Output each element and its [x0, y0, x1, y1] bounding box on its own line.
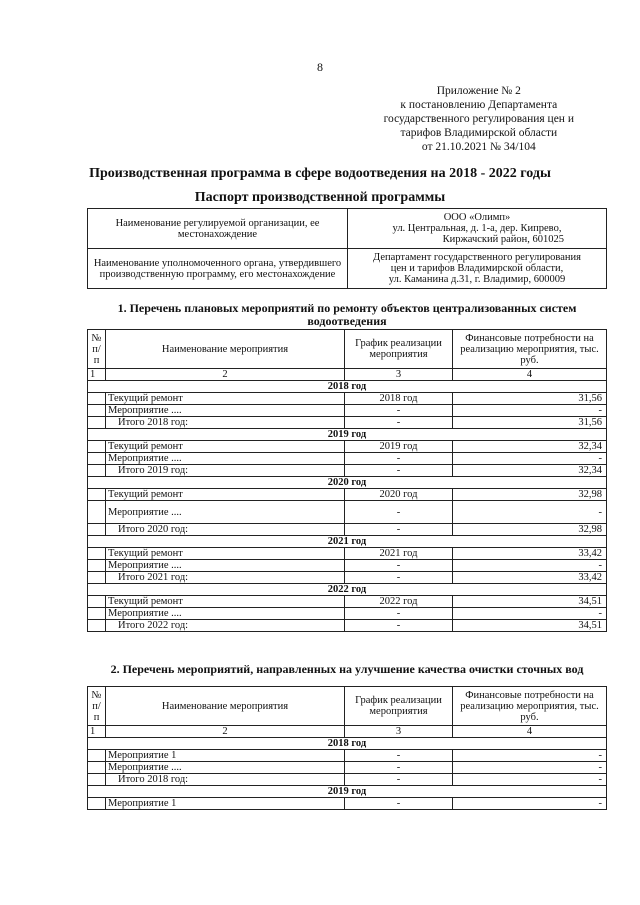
row-name-cell: Итого 2020 год: — [106, 524, 345, 536]
row-name-cell: Текущий ремонт — [106, 596, 345, 608]
passport-value — [348, 249, 607, 289]
row-schedule-cell: 2018 год — [345, 393, 453, 405]
row-finance-cell: 31,56 — [453, 417, 607, 429]
table-row — [88, 465, 607, 477]
row-num-cell — [88, 453, 106, 465]
passport-value-line: Киржачский район, 601025 — [442, 234, 564, 245]
table-row — [88, 501, 607, 524]
row-schedule-cell: - — [345, 620, 453, 632]
section2-title: 2. Перечень мероприятий, направленных на улучшение качества очистки сточных вод — [110, 662, 584, 676]
header-num: № п/п — [88, 687, 106, 726]
appendix-line: к постановлению Департамента — [400, 99, 558, 111]
section2-table — [87, 686, 607, 810]
row-name-cell: Итого 2019 год: — [106, 465, 345, 477]
passport-value-line: ул. Центральная, д. 1-а, дер. Кипрево, — [392, 223, 562, 234]
row-schedule-cell: 2020 год — [345, 489, 453, 501]
row-name-cell: Итого 2018 год: — [106, 417, 345, 429]
page-number: 8 — [317, 60, 323, 74]
row-name-cell: Итого 2022 год: — [106, 620, 345, 632]
passport-table — [87, 208, 607, 289]
row-name-cell: Текущий ремонт — [106, 393, 345, 405]
row-name-cell: Мероприятие .... — [106, 608, 345, 620]
row-schedule-cell: - — [345, 774, 453, 786]
year-label: 2019 год — [88, 786, 607, 798]
row-finance-cell: 34,51 — [453, 596, 607, 608]
year-label: 2018 год — [88, 381, 607, 393]
year-label: 2020 год — [88, 477, 607, 489]
header-finance: Финансовые потребности на реализацию мероприятия, тыс. руб. — [453, 330, 607, 369]
table-row — [88, 798, 607, 810]
year-label: 2018 год — [88, 738, 607, 750]
passport-row — [88, 249, 607, 289]
row-num-cell — [88, 774, 106, 786]
row-name-cell: Итого 2021 год: — [106, 572, 345, 584]
row-finance-cell: - — [453, 560, 607, 572]
row-finance-cell: 32,34 — [453, 465, 607, 477]
col-number: 2 — [106, 726, 345, 738]
table-row — [88, 774, 607, 786]
year-row — [88, 738, 607, 750]
year-row — [88, 429, 607, 441]
year-row — [88, 536, 607, 548]
year-row — [88, 584, 607, 596]
row-schedule-cell: 2019 год — [345, 441, 453, 453]
col-number: 4 — [453, 726, 607, 738]
row-name-cell: Итого 2018 год: — [106, 774, 345, 786]
column-number-row — [88, 369, 607, 381]
table-row — [88, 620, 607, 632]
row-num-cell — [88, 524, 106, 536]
row-num-cell — [88, 417, 106, 429]
row-schedule-cell: - — [345, 798, 453, 810]
year-row — [88, 381, 607, 393]
row-schedule-cell: - — [345, 524, 453, 536]
passport-value-line: цен и тарифов Владимирской области, — [390, 263, 564, 274]
appendix-block — [384, 84, 574, 154]
row-num-cell — [88, 465, 106, 477]
row-num-cell — [88, 489, 106, 501]
col-number: 2 — [106, 369, 345, 381]
row-schedule-cell: - — [345, 608, 453, 620]
row-finance-cell: - — [453, 405, 607, 417]
table-row — [88, 762, 607, 774]
row-schedule-cell: - — [345, 762, 453, 774]
row-name-cell: Мероприятие .... — [106, 560, 345, 572]
row-finance-cell: - — [453, 501, 607, 524]
year-row — [88, 786, 607, 798]
row-finance-cell: - — [453, 750, 607, 762]
row-name-cell: Мероприятие .... — [106, 762, 345, 774]
row-finance-cell: 33,42 — [453, 572, 607, 584]
row-schedule-cell: - — [345, 453, 453, 465]
table-row — [88, 405, 607, 417]
row-num-cell — [88, 596, 106, 608]
year-row — [88, 477, 607, 489]
row-schedule-cell: - — [345, 465, 453, 477]
header-schedule: График реализации мероприятия — [345, 687, 453, 726]
col-number: 3 — [345, 369, 453, 381]
table-row — [88, 596, 607, 608]
table-row — [88, 548, 607, 560]
row-num-cell — [88, 393, 106, 405]
row-schedule-cell: 2022 год — [345, 596, 453, 608]
row-num-cell — [88, 441, 106, 453]
year-label: 2021 год — [88, 536, 607, 548]
table-row — [88, 608, 607, 620]
appendix-line: тарифов Владимирской области — [400, 127, 558, 139]
row-schedule-cell: - — [345, 501, 453, 524]
row-schedule-cell: 2021 год — [345, 548, 453, 560]
table-row — [88, 417, 607, 429]
row-name-cell: Мероприятие 1 — [106, 798, 345, 810]
row-finance-cell: - — [453, 798, 607, 810]
year-label: 2019 год — [88, 429, 607, 441]
year-label: 2022 год — [88, 584, 607, 596]
table-row — [88, 750, 607, 762]
row-finance-cell: 32,98 — [453, 489, 607, 501]
appendix-line: государственного регулирования цен и — [383, 113, 574, 125]
row-finance-cell: 32,98 — [453, 524, 607, 536]
passport-label: Наименование регулируемой организации, ее местонахождение — [88, 209, 348, 249]
passport-label: Наименование уполномоченного органа, утвердившего производственную программу, его местонахождение — [88, 249, 348, 289]
header-name: Наименование мероприятия — [106, 330, 345, 369]
row-num-cell — [88, 572, 106, 584]
passport-value-line: ООО «Олимп» — [443, 212, 511, 223]
row-num-cell — [88, 560, 106, 572]
row-schedule-cell: - — [345, 405, 453, 417]
row-finance-cell: - — [453, 774, 607, 786]
row-schedule-cell: - — [345, 572, 453, 584]
row-schedule-cell: - — [345, 417, 453, 429]
table-row — [88, 489, 607, 501]
row-schedule-cell: - — [345, 750, 453, 762]
col-number: 1 — [88, 726, 106, 738]
table-header-row — [88, 330, 607, 369]
table-row — [88, 393, 607, 405]
row-name-cell: Мероприятие .... — [106, 501, 345, 524]
row-name-cell: Мероприятие .... — [106, 405, 345, 417]
section1-title: 1. Перечень плановых мероприятий по ремонту объектов централизованных систем водоотведения — [117, 301, 577, 328]
row-schedule-cell: - — [345, 560, 453, 572]
column-number-row — [88, 726, 607, 738]
row-finance-cell: 34,51 — [453, 620, 607, 632]
header-finance: Финансовые потребности на реализацию мероприятия, тыс. руб. — [453, 687, 607, 726]
row-num-cell — [88, 548, 106, 560]
row-num-cell — [88, 501, 106, 524]
row-finance-cell: - — [453, 453, 607, 465]
row-finance-cell: 31,56 — [453, 393, 607, 405]
passport-row — [88, 209, 607, 249]
row-finance-cell: 33,42 — [453, 548, 607, 560]
table-row — [88, 441, 607, 453]
header-num: № п/п — [88, 330, 106, 369]
row-finance-cell: - — [453, 608, 607, 620]
row-finance-cell: 32,34 — [453, 441, 607, 453]
row-name-cell: Текущий ремонт — [106, 548, 345, 560]
row-name-cell: Текущий ремонт — [106, 441, 345, 453]
row-finance-cell: - — [453, 762, 607, 774]
passport-value-line: ул. Каманина д.31, г. Владимир, 600009 — [388, 274, 566, 285]
section1-table — [87, 329, 607, 632]
table-header-row — [88, 687, 607, 726]
passport-title: Паспорт производственной программы — [194, 190, 446, 205]
col-number: 3 — [345, 726, 453, 738]
row-num-cell — [88, 750, 106, 762]
col-number: 1 — [88, 369, 106, 381]
header-schedule: График реализации мероприятия — [345, 330, 453, 369]
col-number: 4 — [453, 369, 607, 381]
appendix-line: от 21.10.2021 № 34/104 — [421, 141, 536, 153]
table-row — [88, 524, 607, 536]
row-name-cell: Текущий ремонт — [106, 489, 345, 501]
row-name-cell: Мероприятие .... — [106, 453, 345, 465]
appendix-line: Приложение № 2 — [436, 85, 521, 97]
table-row — [88, 560, 607, 572]
passport-value — [348, 209, 607, 249]
row-num-cell — [88, 608, 106, 620]
row-num-cell — [88, 762, 106, 774]
row-num-cell — [88, 620, 106, 632]
row-name-cell: Мероприятие 1 — [106, 750, 345, 762]
row-num-cell — [88, 405, 106, 417]
table-row — [88, 572, 607, 584]
header-name: Наименование мероприятия — [106, 687, 345, 726]
row-num-cell — [88, 798, 106, 810]
main-title: Производственная программа в сфере водоотведения на 2018 - 2022 годы — [89, 166, 551, 181]
passport-value-line: Департамент государственного регулирования — [373, 252, 581, 263]
table-row — [88, 453, 607, 465]
